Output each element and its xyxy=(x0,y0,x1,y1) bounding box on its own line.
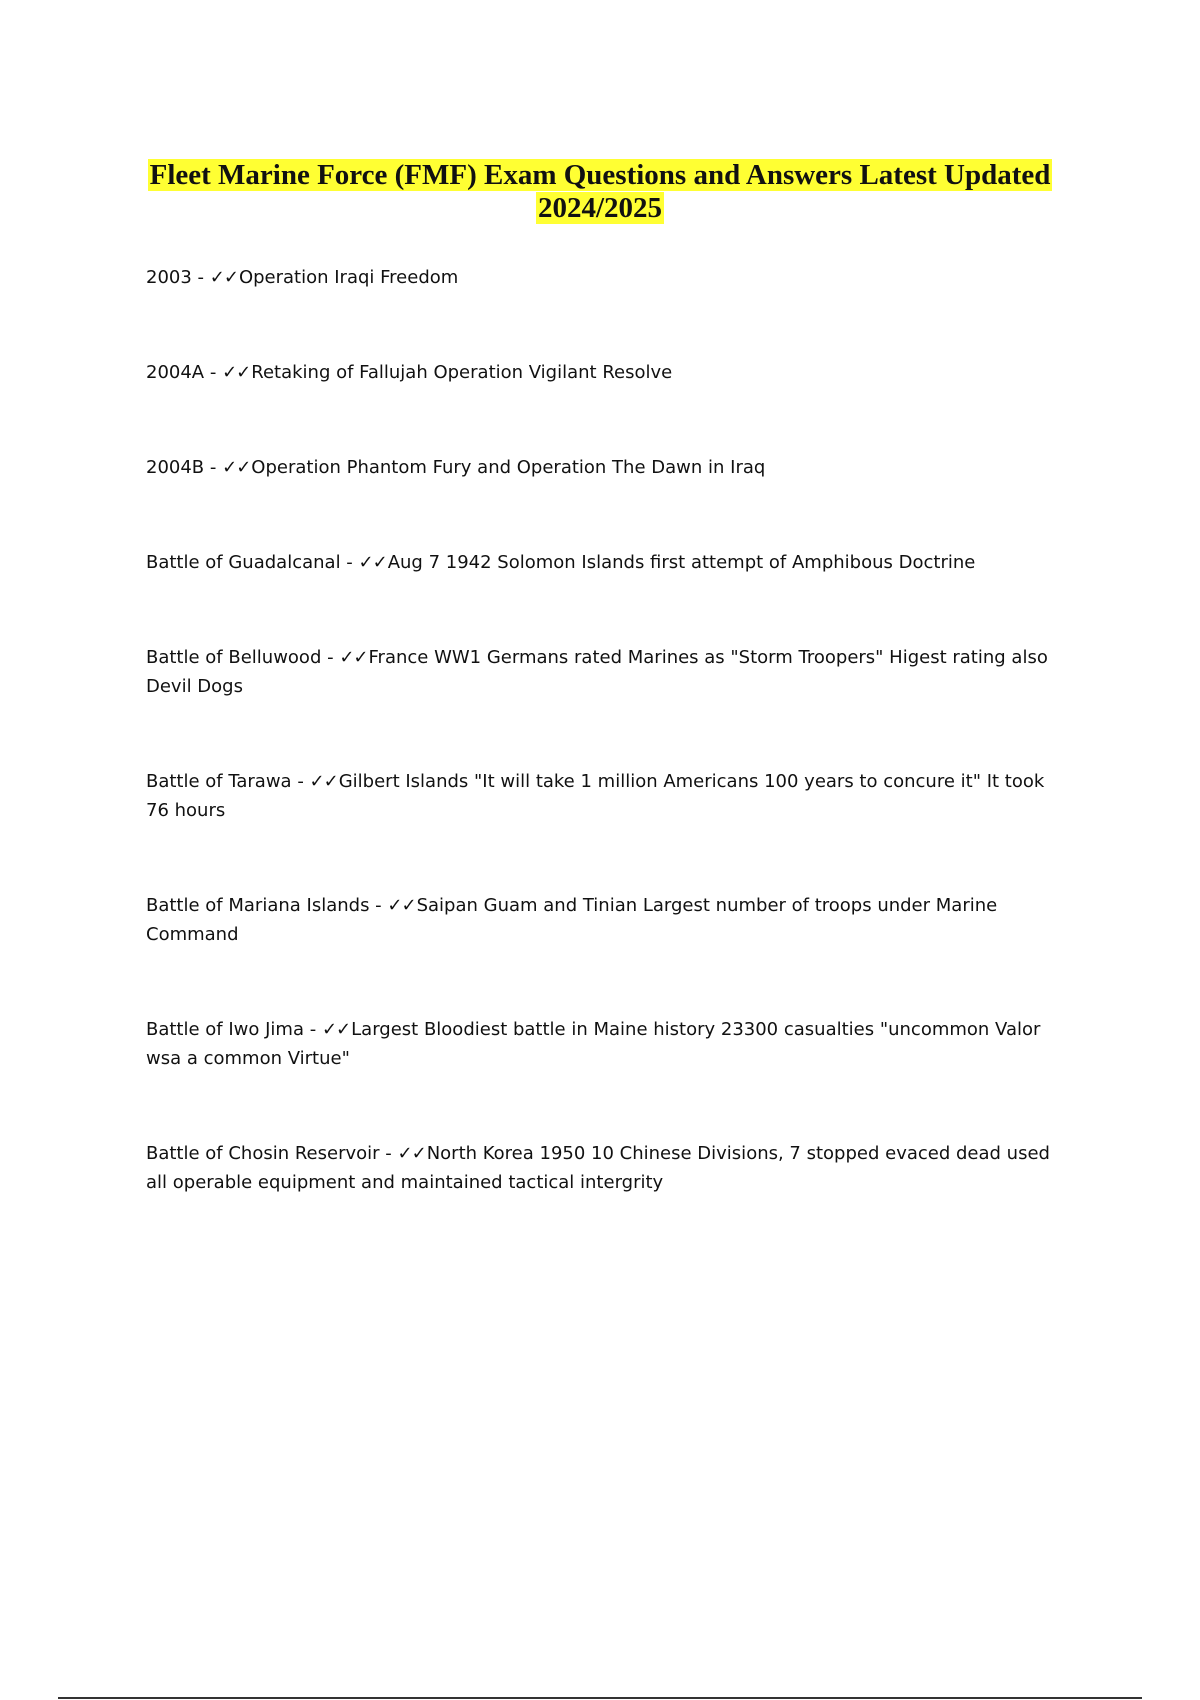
qa-answer: Gilbert Islands "It will take 1 million Americans 100 years to concure it" It took 76 hours xyxy=(146,771,1045,821)
qa-entry: Battle of Iwo Jima - ✓✓Largest Bloodiest battle in Maine history 23300 casualties "uncommon Valor wsa a common Virtue" xyxy=(146,1019,1041,1069)
qa-entry: 2003 - ✓✓Operation Iraqi Freedom xyxy=(146,267,459,288)
double-check-icon: ✓✓ xyxy=(387,895,416,916)
qa-entry: 2004B - ✓✓Operation Phantom Fury and Operation The Dawn in Iraq xyxy=(146,457,766,478)
qa-answer: Saipan Guam and Tinian Largest number of troops under Marine Command xyxy=(146,895,998,945)
qa-term: 2004B xyxy=(146,457,205,478)
page-title-text: Fleet Marine Force (FMF) Exam Questions and Answers Latest Updated 2024/2025 xyxy=(149,159,1051,225)
double-check-icon: ✓✓ xyxy=(339,647,368,668)
qa-answer: Operation Iraqi Freedom xyxy=(238,267,459,288)
double-check-icon: ✓✓ xyxy=(222,457,251,478)
footer-divider xyxy=(58,1697,1142,1699)
qa-entry: 2004A - ✓✓Retaking of Fallujah Operation Vigilant Resolve xyxy=(146,362,673,383)
double-check-icon: ✓✓ xyxy=(309,771,338,792)
double-check-icon: ✓✓ xyxy=(358,552,387,573)
double-check-icon: ✓✓ xyxy=(397,1143,426,1164)
qa-answer: Aug 7 1942 Solomon Islands first attempt of Amphibous Doctrine xyxy=(387,552,976,573)
qa-answer: France WW1 Germans rated Marines as "Storm Troopers" Higest rating also Devil Dogs xyxy=(146,647,1048,697)
qa-term: Battle of Guadalcanal xyxy=(146,552,341,573)
page-title xyxy=(120,159,1080,225)
qa-term: Battle of Chosin Reservoir xyxy=(146,1143,380,1164)
qa-entry: Battle of Belluwood - ✓✓France WW1 Germans rated Marines as "Storm Troopers" Higest rating also Devil Dogs xyxy=(146,647,1048,697)
qa-entry: Battle of Guadalcanal - ✓✓Aug 7 1942 Solomon Islands first attempt of Amphibous Doctrine xyxy=(146,552,976,573)
qa-term: 2004A xyxy=(146,362,205,383)
qa-answer: Operation Phantom Fury and Operation The Dawn in Iraq xyxy=(251,457,766,478)
qa-term: Battle of Mariana Islands xyxy=(146,895,370,916)
qa-term: Battle of Tarawa xyxy=(146,771,292,792)
qa-entry: Battle of Tarawa - ✓✓Gilbert Islands "It will take 1 million Americans 100 years to concure it" It took 76 hours xyxy=(146,771,1045,821)
qa-term: 2003 xyxy=(146,267,192,288)
qa-list xyxy=(146,263,1066,1197)
qa-answer: North Korea 1950 10 Chinese Divisions, 7 stopped evaced dead used all operable equipment and maintained tactical intergrity xyxy=(146,1143,1050,1193)
qa-answer: Largest Bloodiest battle in Maine history 23300 casualties "uncommon Valor wsa a common Virtue" xyxy=(146,1019,1041,1069)
qa-answer: Retaking of Fallujah Operation Vigilant Resolve xyxy=(251,362,673,383)
double-check-icon: ✓✓ xyxy=(209,267,238,288)
qa-entry: Battle of Mariana Islands - ✓✓Saipan Guam and Tinian Largest number of troops under Marine Command xyxy=(146,895,998,945)
qa-term: Battle of Belluwood xyxy=(146,647,322,668)
qa-entry: Battle of Chosin Reservoir - ✓✓North Korea 1950 10 Chinese Divisions, 7 stopped evaced dead used all operable equipment and maintained tactical intergrity xyxy=(146,1143,1050,1193)
qa-term: Battle of Iwo Jima xyxy=(146,1019,305,1040)
double-check-icon: ✓✓ xyxy=(222,362,251,383)
double-check-icon: ✓✓ xyxy=(321,1019,351,1040)
